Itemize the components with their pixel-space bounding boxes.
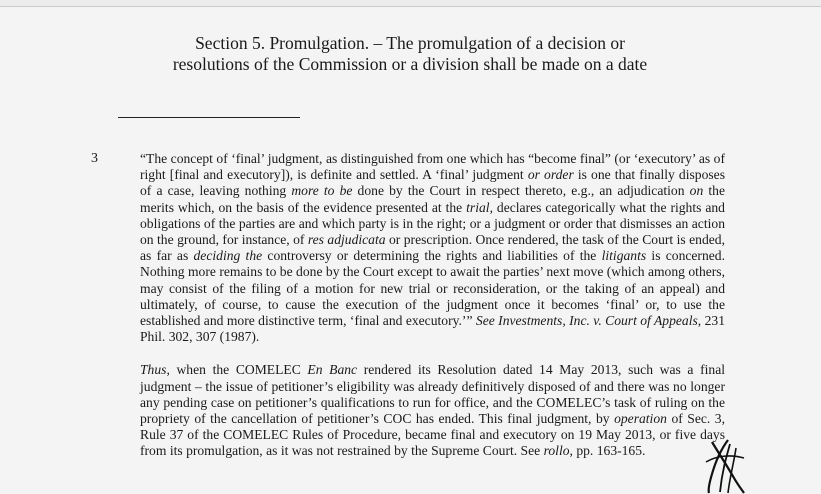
italic-text-run: res adjudicata [307,232,386,248]
italic-text-run: operation [614,411,667,427]
footnote-body [140,151,725,460]
text-run: , pp. 163-165. [569,443,646,459]
italic-text-run: trial [466,199,490,215]
text-run: controversy or determining the rights and liabilities of the [262,248,602,264]
italic-text-run: more to be [291,183,353,199]
text-run: is one that finally disposes of a case, leaving nothing [140,167,725,199]
handwritten-signature [700,438,752,494]
section-line-1: Section 5. Promulgation. – The promulgation of a decision or [195,33,625,53]
text-run: of Sec. 3, Rule 37 of the COMELEC Rules of Procedure, became final and executory on 19 May 2013, or five days from its promulgation, as it was not restrained by the Supreme Court. See [140,411,725,459]
text-run: , when the COMELEC [166,362,308,378]
page-top-edge [0,0,821,7]
italic-text-run: deciding the [193,248,263,264]
footnote-paragraph-2 [140,362,725,459]
footnote-paragraph-1 [140,151,725,345]
italic-text-run: rollo [543,443,570,459]
text-run: rendered its Resolution dated 14 May 2013, such was a final judgment – the issue of petitioner’s eligibility was already definitively disposed of and there was no longer any pending case on petitioner’s qualifications to run for office, and the COMELEC’s task of ruling on the propriety of the cancellation of petitioner’s COC has ended. This final judgment, by [140,362,726,427]
italic-text-run: En Banc [307,362,358,378]
italic-text-run: litigants [601,248,647,264]
footnote-divider [118,117,300,118]
text-run: is concerned. Nothing more remains to be done by the Court except to await the parties’ next move (which among others, may consist of the filing of a motion for new trial or reconsideration, or the taking of an appeal) and ultimately, of course, to cause the execution of the judgment once it becomes ‘final’ or, to use the established and more distinctive term, ‘final and executory.’” [140,248,725,329]
text-run: the merits which, on the basis of the evidence presented at the [140,183,725,215]
text-run: or prescription. Once rendered, the task of the Court is ended, as far as [140,232,725,264]
text-run: done by the Court in respect thereto, e.g., an adjudication [352,183,690,199]
text-run: , declares categorically what the rights and obligations of the parties are and which party is in the right; or a judgment or order that dismisses an action on the ground, for instance, of [140,199,725,248]
text-run: , 231 Phil. 302, 307 (1987). [140,313,725,345]
italic-text-run: Thus [140,362,167,378]
italic-text-run: See Investments, Inc. v. Court of Appeals [475,313,698,329]
section-5-promulgation-text [140,33,680,75]
section-line-2: resolutions of the Commission or a division shall be made on a date [172,54,648,74]
italic-text-run: on [689,183,704,199]
footnote-number: 3 [91,151,98,166]
italic-text-run: or order [527,167,574,183]
text-run: “The concept of ‘final’ judgment, as distinguished from one which has “become final” (or ‘executory’ as of right [final and executory]), is definite and settled. A ‘final’ judgment [140,151,725,183]
